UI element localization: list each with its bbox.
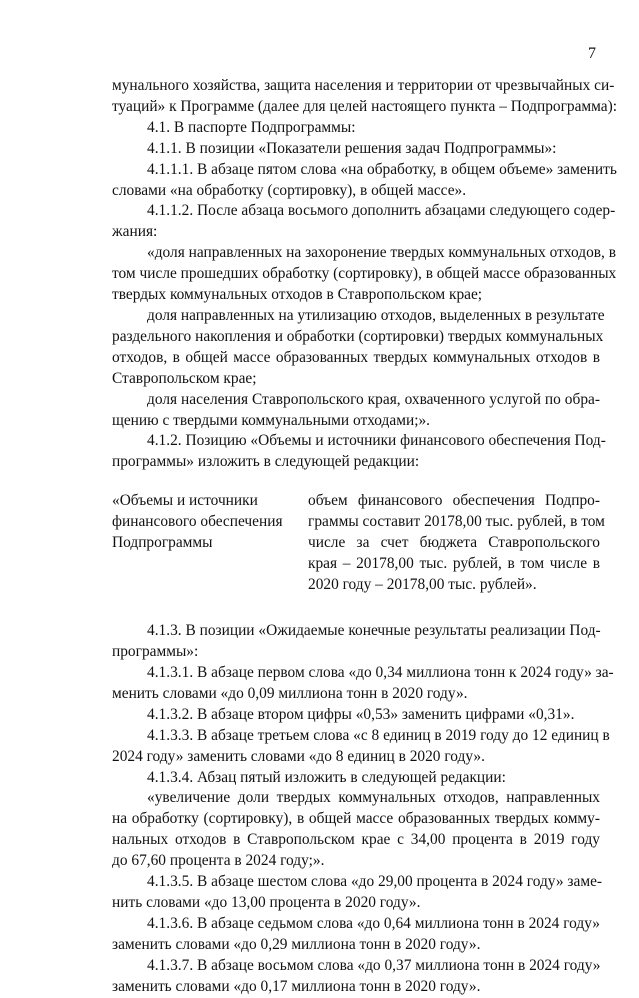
text-line: 4.1.3.5. В абзаце шестом слова «до 29,00 процента в 2024 году» заме-: [147, 873, 603, 891]
text-line: программы»:: [112, 643, 199, 661]
text-line: 4.1.3.4. Абзац пятый изложить в следующей редакции:: [147, 768, 506, 786]
financing-table: [112, 491, 605, 593]
paragraph-4-1: [112, 118, 600, 139]
text-line: 4.1.3.1. В абзаце первом слова «до 0,34 миллиона тонн к 2024 году» за-: [147, 664, 614, 682]
paragraph-4-1-3-4: [112, 768, 600, 789]
text-line: 4.1.3. В позиции «Ожидаемые конечные результаты реализации Под-: [147, 622, 601, 640]
paragraph-4-1-3-5: [112, 872, 603, 914]
text-line: «доля направленных на захоронение твердых коммунальных отходов, в: [147, 244, 616, 262]
text-line: Ставропольском крае;: [112, 369, 257, 387]
text-line: «увеличение доли твердых коммунальных отходов, направленных: [147, 789, 600, 807]
text-line: словами «на обработку (сортировку), в общей массе».: [112, 181, 467, 199]
text-line: заменить словами «до 0,29 миллиона тонн в 2020 году».: [112, 935, 481, 953]
paragraph-4-1-1-1: [112, 160, 617, 202]
paragraph-4-1-1-2: [112, 201, 616, 243]
text-line: отходов, в общей массе образованных твердых коммунальных отходов в: [112, 348, 600, 366]
text-line: края – 20178,00 тыс. рублей, в том числе в: [308, 554, 600, 572]
quote-paragraph-3: [112, 390, 600, 432]
paragraph-4-1-2: [112, 431, 606, 473]
paragraph-4-1-3-3: [112, 726, 610, 768]
paragraph-intro: [112, 76, 618, 118]
text-line: «Объемы и источники: [112, 492, 258, 510]
text-line: туаций» к Программе (далее для целей настоящего пункта – Подпрограмма):: [112, 97, 618, 115]
text-line: нальных отходов в Ставропольском крае с 34,00 процента в 2019 году: [112, 831, 600, 849]
text-line: программы» изложить в следующей редакции:: [112, 453, 420, 471]
quote-paragraph-2: [112, 306, 605, 390]
text-line: 2024 году» заменить словами «до 8 единиц в 2020 году».: [112, 747, 485, 765]
paragraph-4-1-3-7: [112, 956, 600, 998]
text-line: жания:: [112, 223, 158, 241]
paragraph-4-1-1: [112, 139, 600, 160]
text-line: объем финансового обеспечения Подпро-: [308, 492, 600, 510]
text-line: щению с твердыми коммунальными отходами;».: [112, 411, 431, 429]
text-line: 4.1.3.6. В абзаце седьмом слова «до 0,64 миллиона тонн в 2024 году»: [147, 914, 600, 932]
text-line: до 67,60 процента в 2024 году;».: [112, 852, 325, 870]
text-line: 4.1.1.1. В абзаце пятом слова «на обработку, в общем объеме» заменить: [147, 160, 617, 178]
text-line: граммы составит 20178,00 тыс. рублей, в том: [308, 513, 605, 531]
text-line: 4.1.1. В позиции «Показатели решения задач Подпрограммы»:: [147, 139, 557, 157]
financing-table-value: [308, 491, 605, 596]
text-line: 4.1.1.2. После абзаца восьмого дополнить абзацами следующего содер-: [147, 202, 616, 220]
text-line: нить словами «до 13,00 процента в 2020 году».: [112, 894, 421, 911]
text-line: 4.1.3.3. В абзаце третьем слова «с 8 единиц в 2019 году до 12 единиц в: [147, 726, 610, 744]
text-line: мунального хозяйства, защита населения и территории от чрезвычайных си-: [112, 77, 615, 94]
text-line: твердых коммунальных отходов в Ставропольском крае;: [112, 286, 483, 304]
text-line: доля населения Ставропольского края, охваченного услугой по обра-: [147, 390, 600, 408]
text-line: 2020 году – 20178,00 тыс. рублей».: [308, 575, 537, 593]
paragraph-4-1-3: [112, 621, 600, 663]
text-line: 4.1.3.2. В абзаце втором цифры «0,53» заменить цифрами «0,31».: [147, 705, 575, 723]
text-line: том числе прошедших обработку (сортировку), в общей массе образованных: [112, 265, 617, 283]
text-line: Подпрограммы: [112, 534, 213, 552]
quote-paragraph-1: [112, 243, 617, 306]
financing-table-label: [112, 491, 292, 554]
text-line: числе за счет бюджета Ставропольского: [308, 534, 600, 552]
paragraph-4-1-3-6: [112, 914, 600, 956]
text-line: раздельного накопления и обработки (сортировки) твердых коммунальных: [112, 327, 604, 345]
text-line: заменить словами «до 0,17 миллиона тонн в 2020 году».: [112, 977, 481, 995]
text-line: 4.1.3.7. В абзаце восьмом слова «до 0,37 миллиона тонн в 2024 году»: [147, 956, 601, 974]
text-line: 4.1. В паспорте Подпрограммы:: [147, 118, 356, 136]
quote-paragraph-4: [112, 788, 600, 872]
page-number: 7: [588, 45, 596, 62]
text-line: финансового обеспечения: [112, 513, 283, 531]
text-line: на обработку (сортировку), в общей массе образованных твердых комму-: [112, 810, 600, 828]
document-body: [112, 76, 618, 998]
text-line: доля направленных на утилизацию отходов, выделенных в результате: [147, 306, 605, 324]
text-line: менить словами «до 0,09 миллиона тонн в 2020 году».: [112, 684, 468, 702]
text-line: 4.1.2. Позицию «Объемы и источники финансового обеспечения Под-: [147, 432, 606, 450]
paragraph-4-1-3-2: [112, 705, 600, 726]
paragraph-4-1-3-1: [112, 663, 614, 705]
